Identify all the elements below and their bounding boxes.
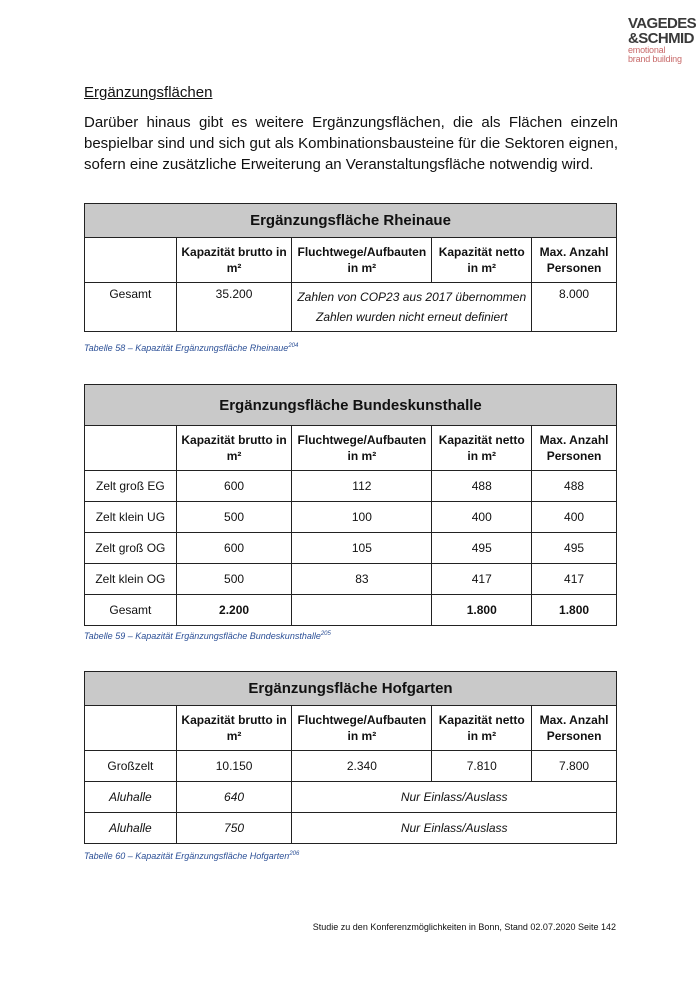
table-row (85, 782, 617, 813)
cell-brutto: 2.200 (176, 595, 292, 626)
col-header-netto: Kapazität netto in m² (432, 426, 532, 471)
col-header-brutto: Kapazität brutto in m² (176, 706, 292, 751)
cell-brutto: 10.150 (176, 751, 292, 782)
cell-personen: 1.800 (532, 595, 617, 626)
col-header-brutto: Kapazität brutto in m² (176, 238, 292, 283)
row-name: Aluhalle (85, 782, 177, 813)
col-header-personen: Max. Anzahl Personen (532, 426, 617, 471)
col-header-personen: Max. Anzahl Personen (532, 706, 617, 751)
logo-line-1: VAGEDES (628, 15, 697, 32)
row-name: Zelt groß EG (85, 471, 177, 502)
row-name: Zelt groß OG (85, 533, 177, 564)
caption-text: Tabelle 60 – Kapazität Ergänzungsfläche Hofgarten (84, 851, 290, 861)
cell-note: Nur Einlass/Auslass (292, 782, 617, 813)
logo-tagline-2: brand building (628, 54, 682, 64)
col-header-netto: Kapazität netto in m² (432, 238, 532, 283)
table-row (85, 471, 617, 502)
cell-personen: 417 (532, 564, 617, 595)
cell-netto: 488 (432, 471, 532, 502)
cell-fluchtwege: 100 (292, 502, 432, 533)
cell-personen: 7.800 (532, 751, 617, 782)
company-logo (628, 15, 697, 64)
table-row (85, 502, 617, 533)
cell-fluchtwege: 83 (292, 564, 432, 595)
logo-line-2: &SCHMID (628, 30, 694, 47)
empty-header-cell (85, 706, 177, 751)
logo-tagline-1: emotional (628, 45, 666, 55)
cell-personen: 495 (532, 533, 617, 564)
row-name: Zelt klein OG (85, 564, 177, 595)
note-line-1: Zahlen von COP23 aus 2017 übernommen (297, 290, 527, 304)
table-title: Ergänzungsfläche Bundeskunsthalle (85, 385, 617, 426)
table-row (85, 283, 617, 332)
cell-fluchtwege: 112 (292, 471, 432, 502)
table-title: Ergänzungsfläche Hofgarten (85, 672, 617, 706)
col-header-fluchtwege: Fluchtwege/Aufbauten in m² (292, 706, 432, 751)
cell-brutto: 500 (176, 502, 292, 533)
cell-fluchtwege: 2.340 (292, 751, 432, 782)
table-title: Ergänzungsfläche Rheinaue (85, 204, 617, 238)
row-name: Aluhalle (85, 813, 177, 844)
cell-brutto: 35.200 (176, 283, 292, 332)
table-rheinaue (84, 203, 617, 332)
cell-brutto: 600 (176, 533, 292, 564)
row-name: Zelt klein UG (85, 502, 177, 533)
cell-personen: 400 (532, 502, 617, 533)
empty-header-cell (85, 426, 177, 471)
table-row (85, 813, 617, 844)
cell-netto: 400 (432, 502, 532, 533)
footnote-marker: 205 (320, 631, 331, 637)
table-total-row (85, 595, 617, 626)
table-caption (84, 631, 331, 641)
section-title: Ergänzungsflächen (84, 84, 213, 101)
cell-brutto: 750 (176, 813, 292, 844)
table-row (85, 564, 617, 595)
empty-header-cell (85, 238, 177, 283)
cell-netto: 7.810 (432, 751, 532, 782)
cell-brutto: 640 (176, 782, 292, 813)
caption-text: Tabelle 58 – Kapazität Ergänzungsfläche Rheinaue (84, 343, 289, 353)
cell-fluchtwege (292, 595, 432, 626)
col-header-personen: Max. Anzahl Personen (532, 238, 617, 283)
table-caption (84, 851, 299, 861)
col-header-netto: Kapazität netto in m² (432, 706, 532, 751)
note-line-2: Zahlen wurden nicht erneut definiert (316, 310, 508, 324)
cell-brutto: 500 (176, 564, 292, 595)
footnote-marker: 206 (289, 851, 300, 857)
cell-brutto: 600 (176, 471, 292, 502)
row-name: Großzelt (85, 751, 177, 782)
row-name: Gesamt (85, 283, 177, 332)
cell-netto: 417 (432, 564, 532, 595)
table-bundeskunsthalle (84, 384, 617, 626)
footnote-marker: 204 (288, 343, 299, 349)
cell-personen: 488 (532, 471, 617, 502)
col-header-brutto: Kapazität brutto in m² (176, 426, 292, 471)
cell-personen: 8.000 (532, 283, 617, 332)
col-header-fluchtwege: Fluchtwege/Aufbauten in m² (292, 238, 432, 283)
table-row (85, 751, 617, 782)
cell-fluchtwege: 105 (292, 533, 432, 564)
col-header-fluchtwege: Fluchtwege/Aufbauten in m² (292, 426, 432, 471)
intro-paragraph: Darüber hinaus gibt es weitere Ergänzungsflächen, die als Flächen einzeln bespielbar sind und sich gut als Kombinationsbausteine für die Sektoren eignen, sofern eine zusätzliche Erweiterung an Veranstaltungsfläche notwendig wird. (84, 114, 618, 173)
cell-netto: 1.800 (432, 595, 532, 626)
row-name: Gesamt (85, 595, 177, 626)
table-caption (84, 343, 298, 353)
table-hofgarten (84, 671, 617, 844)
caption-text: Tabelle 59 – Kapazität Ergänzungsfläche Bundeskunsthalle (84, 631, 321, 641)
cell-note: Nur Einlass/Auslass (292, 813, 617, 844)
cell-note (292, 283, 532, 332)
cell-netto: 495 (432, 533, 532, 564)
page-footer: Studie zu den Konferenzmöglichkeiten in Bonn, Stand 02.07.2020 Seite 142 (312, 922, 616, 932)
table-row (85, 533, 617, 564)
